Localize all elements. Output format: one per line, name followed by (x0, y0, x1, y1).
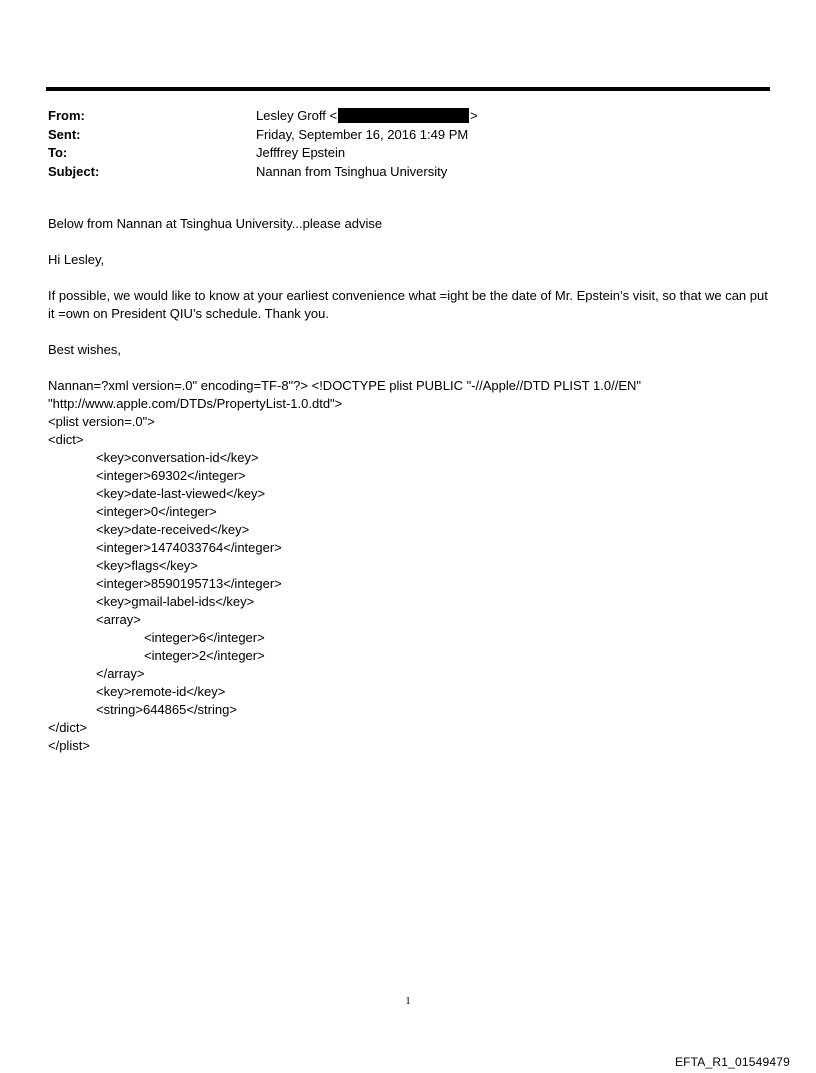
plist-line: </array> (96, 666, 145, 681)
bates-number: EFTA_R1_01549479 (674, 1055, 790, 1069)
to-value: Jefffrey Epstein (256, 145, 346, 160)
plist-line: </dict> (48, 720, 88, 735)
plist-line: <key>flags</key> (96, 558, 198, 573)
from-value (256, 107, 768, 126)
plist-line: <integer>1474033764</integer> (96, 540, 282, 555)
intro-text: Below from Nannan at Tsinghua University...please advise (48, 216, 383, 231)
plist-line: "http://www.apple.com/DTDs/PropertyList-1.0.dtd"> (48, 396, 343, 411)
to-row (48, 144, 768, 163)
message-text: If possible, we would like to know at your earliest convenience what =ight be the date of Mr. Epstein’s visit, so that we can put it =own on President QIU’s schedule. Thank you. (48, 288, 768, 321)
plist-block (48, 377, 768, 755)
redaction-box (338, 108, 469, 123)
plist-line: <integer>69302</integer> (96, 468, 246, 483)
plist-line: <array> (96, 612, 141, 627)
plist-line: </plist> (48, 738, 90, 753)
to-label: To: (48, 145, 68, 160)
plist-line: <key>date-received</key> (96, 522, 250, 537)
sent-row (48, 126, 768, 145)
subject-value: Nannan from Tsinghua University (256, 163, 448, 179)
plist-line: <integer>6</integer> (144, 630, 265, 645)
plist-line: <integer>2</integer> (144, 648, 265, 663)
from-name: Lesley Groff < (256, 108, 338, 123)
plist-line: <integer>0</integer> (96, 504, 217, 519)
sent-label: Sent: (48, 126, 81, 142)
plist-line: <dict> (48, 432, 84, 447)
plist-line: <key>gmail-label-ids</key> (96, 594, 255, 609)
greeting-text: Hi Lesley, (48, 252, 105, 267)
subject-row (48, 163, 768, 182)
header-divider (46, 87, 770, 91)
email-header (48, 107, 768, 181)
plist-line: <key>remote-id</key> (96, 684, 226, 699)
plist-line: Nannan=?xml version=.0" encoding=TF-8"?> <!DOCTYPE plist PUBLIC "-//Apple//DTD PLIST 1.0//EN" (48, 378, 642, 393)
plist-line: <string>644865</string> (96, 702, 237, 717)
subject-label: Subject: (48, 163, 100, 179)
plist-line: <integer>8590195713</integer> (96, 576, 282, 591)
plist-line: <key>conversation-id</key> (96, 450, 259, 465)
from-value-end: > (470, 108, 478, 123)
plist-line: <plist version=.0"> (48, 414, 155, 429)
page-number: 1 (405, 995, 411, 1007)
from-row (48, 107, 768, 126)
email-body (48, 215, 768, 755)
from-label: From: (48, 108, 85, 123)
plist-line: <key>date-last-viewed</key> (96, 486, 266, 501)
sent-value: Friday, September 16, 2016 1:49 PM (256, 126, 469, 142)
closing-text: Best wishes, (48, 342, 121, 357)
